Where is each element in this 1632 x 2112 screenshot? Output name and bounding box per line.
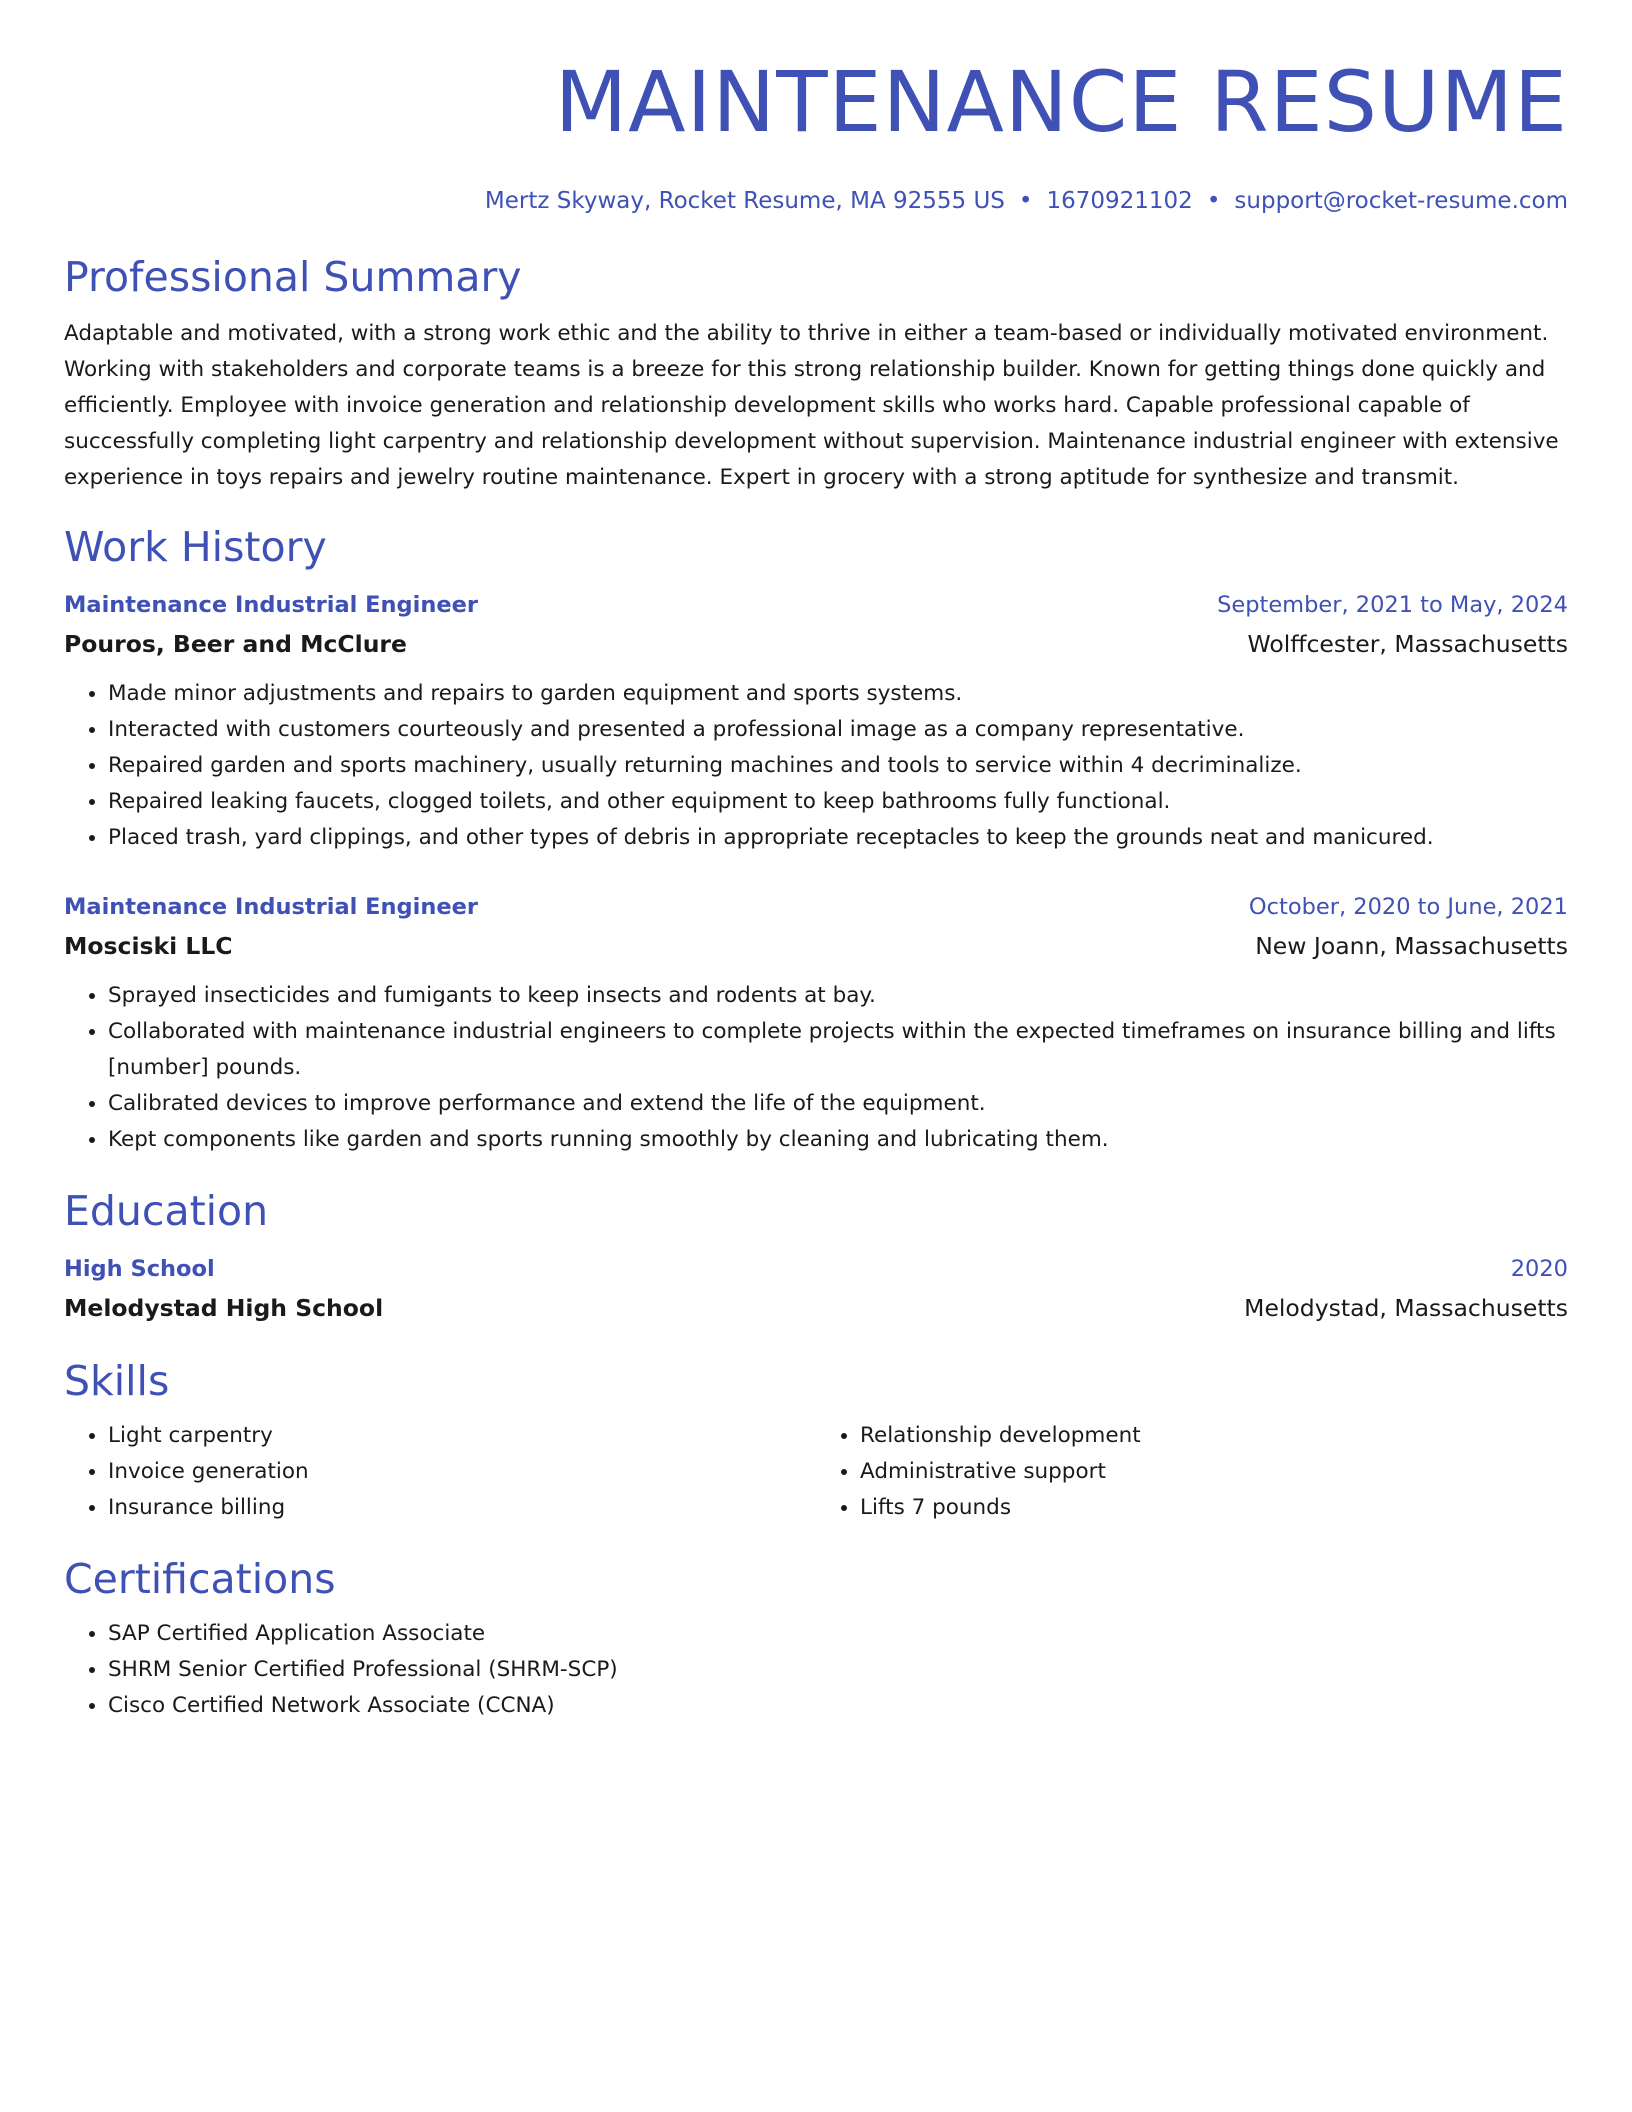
job-company: Pouros, Beer and McClure <box>64 630 407 658</box>
job-location: Wolffcester, Massachusetts <box>1247 630 1568 658</box>
skill-item: • Light carpentry <box>108 1418 816 1454</box>
job-entry <box>64 888 1568 1158</box>
skills-columns <box>64 1418 1568 1526</box>
summary-heading: Professional Summary <box>64 253 522 301</box>
education-school: Melodystad High School <box>64 1294 384 1322</box>
skill-item: • Invoice generation <box>108 1454 816 1490</box>
contact-address: Mertz Skyway, Rocket Resume, MA 92555 US <box>484 188 1005 214</box>
job-bullet: • Interacted with customers courteously and presented a professional image as a company representative. <box>108 712 1568 748</box>
job-bullet: • Repaired garden and sports machinery, usually returning machines and tools to service within 4 decriminalize. <box>108 748 1568 784</box>
job-bullet: • Placed trash, yard clippings, and other types of debris in appropriate receptacles to keep the grounds neat and manicured. <box>108 820 1568 856</box>
job-bullet: • Kept components like garden and sports running smoothly by cleaning and lubricating them. <box>108 1122 1568 1158</box>
contact-separator: • <box>1206 188 1221 214</box>
skill-item: • Insurance billing <box>108 1490 816 1526</box>
contact-separator: • <box>1018 188 1033 214</box>
contact-line <box>64 186 1568 216</box>
job-bullets <box>64 978 1568 1158</box>
job-bullet: • Calibrated devices to improve performance and extend the life of the equipment. <box>108 1086 1568 1122</box>
job-role: Maintenance Industrial Engineer <box>64 592 479 618</box>
contact-email: support@rocket-resume.com <box>1234 188 1568 214</box>
education-section <box>64 1186 1568 1328</box>
summary-section <box>64 252 1568 496</box>
job-dates: October, 2020 to June, 2021 <box>1248 894 1568 920</box>
skill-item: • Administrative support <box>860 1454 1568 1490</box>
work-history-heading: Work History <box>64 523 327 571</box>
skills-list-right <box>816 1418 1568 1526</box>
work-history-section <box>64 522 1568 1158</box>
summary-text: Adaptable and motivated, with a strong work ethic and the ability to thrive in either a team-based or individually motivated environment. Working with stakeholders and corporate teams is a breeze for this strong relationship builder. Known for getting things done quickly and efficiently. Employee with invoice generation and relationship development skills who works hard. Capable professional capable of successfully completing light carpentry and relationship development without supervision. Maintenance industrial engineer with extensive experience in toys repairs and jewelry routine maintenance. Expert in grocery with a strong aptitude for synthesize and transmit. <box>64 321 1559 490</box>
certification-item: • SHRM Senior Certified Professional (SHRM-SCP) <box>108 1652 1568 1688</box>
job-role: Maintenance Industrial Engineer <box>64 894 479 920</box>
education-location: Melodystad, Massachusetts <box>1244 1294 1568 1322</box>
skills-list-left <box>64 1418 816 1526</box>
job-entry <box>64 586 1568 856</box>
education-degree: High School <box>64 1256 215 1282</box>
job-bullet: • Repaired leaking faucets, clogged toilets, and other equipment to keep bathrooms fully functional. <box>108 784 1568 820</box>
education-heading: Education <box>64 1187 269 1235</box>
job-bullet: • Made minor adjustments and repairs to garden equipment and sports systems. <box>108 676 1568 712</box>
education-year: 2020 <box>1510 1256 1568 1282</box>
skill-item: • Lifts 7 pounds <box>860 1490 1568 1526</box>
certifications-heading: Certifications <box>64 1555 336 1603</box>
certification-item: • SAP Certified Application Associate <box>108 1616 1568 1652</box>
certifications-list <box>64 1616 1568 1724</box>
skill-item: • Relationship development <box>860 1418 1568 1454</box>
certifications-section <box>64 1554 1568 1724</box>
resume-header <box>64 0 1568 216</box>
certification-item: • Cisco Certified Network Associate (CCNA) <box>108 1688 1568 1724</box>
skills-section <box>64 1356 1568 1526</box>
contact-phone: 1670921102 <box>1046 188 1193 214</box>
job-location: New Joann, Massachusetts <box>1255 932 1568 960</box>
resume-title: MAINTENANCE RESUME <box>554 53 1568 151</box>
job-bullet: • Collaborated with maintenance industrial engineers to complete projects within the expected timeframes on insurance billing and lifts [number] pounds. <box>108 1014 1568 1086</box>
job-dates: September, 2021 to May, 2024 <box>1217 592 1568 618</box>
job-bullet: • Sprayed insecticides and fumigants to keep insects and rodents at bay. <box>108 978 1568 1014</box>
skills-heading: Skills <box>64 1357 170 1405</box>
job-bullets <box>64 676 1568 856</box>
job-company: Mosciski LLC <box>64 932 233 960</box>
